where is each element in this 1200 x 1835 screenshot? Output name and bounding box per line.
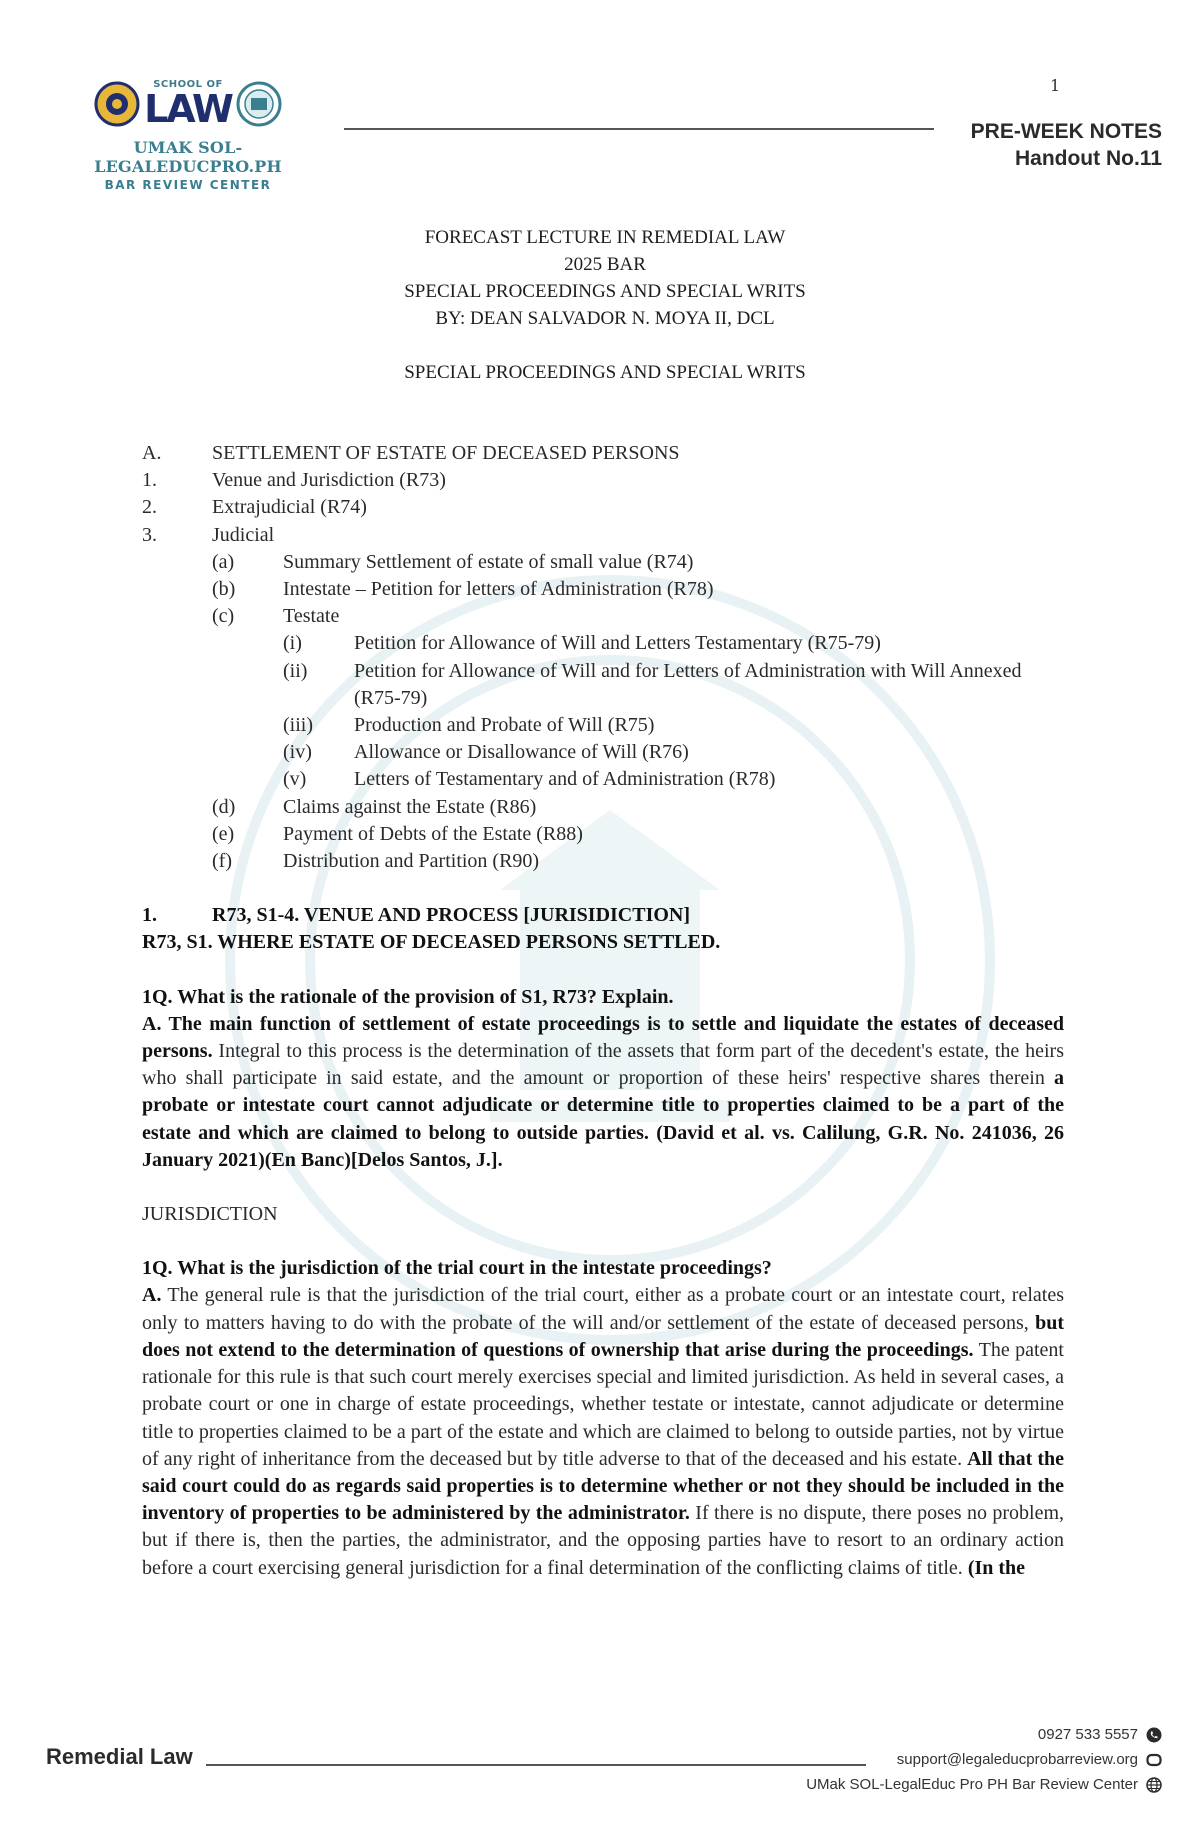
outline-subitem-text: Testate (283, 605, 340, 628)
outline-testate-num: (ii) (283, 659, 308, 682)
school-of-label: SCHOOL OF (153, 79, 223, 90)
outline-testate-item (142, 658, 1064, 712)
spacer (142, 1228, 1064, 1255)
contact-center: UMak SOL-LegalEduc Pro PH Bar Review Center (806, 1776, 1138, 1793)
footer-subject: Remedial Law (46, 1744, 193, 1769)
spacer (142, 957, 1064, 984)
title-line-3: SPECIAL PROCEEDINGS AND SPECIAL WRITS (404, 281, 806, 302)
answer-2 (142, 1282, 1064, 1581)
outline-testate-text: Petition for Allowance of Will and Letters Testamentary (R75-79) (354, 632, 881, 655)
contact-center-row (806, 1772, 1162, 1797)
outline-subitem (142, 821, 1064, 848)
outline-testate-item (142, 630, 1064, 657)
outline-subitem-text: Summary Settlement of estate of small value (R74) (283, 550, 694, 573)
outline-testate-text: Allowance or Disallowance of Will (R76) (354, 741, 689, 764)
answer-2-text-1: The general rule is that the jurisdiction of the trial court, either as a probate court or an intestate court, relates only to matters having to do with the probate of the will and/or settlement of the estate of deceased persons, (142, 1284, 1064, 1334)
header-divider (344, 128, 934, 130)
answer-1-bold-2: a probate or intestate court cannot adjudicate or determine title to properties claimed to be a part of the estate and which are claimed to belong to outside parties. (David et al. vs. Calilung, G.R. No. 241036, 26 January 2021)(En Banc)[Delos Santos, J.]. (142, 1067, 1064, 1171)
outline-subitem (142, 576, 1064, 603)
outline-testate-text: Letters of Testamentary and of Administration (R78) (354, 768, 776, 791)
contact-email-row (806, 1747, 1162, 1772)
answer-2-text-3: If there is no dispute, there poses no problem, but if there is, then the parties, the administrator, and the opposing parties have to resort to an ordinary action before a court exercising general jurisdiction for a final determination of the conflicting claims of title. (142, 1502, 1065, 1579)
handout-number: Handout No.11 (1014, 147, 1162, 170)
umak-seal-icon (94, 81, 140, 127)
outline-testate-item (142, 712, 1064, 739)
answer-2-bold-1: but does not extend to the determination of questions of ownership that arise during the proceedings. (142, 1311, 1064, 1361)
outline-section-row (142, 440, 1064, 467)
outline-testate-item (142, 766, 1064, 793)
jurisdiction-heading: JURISDICTION (142, 1203, 278, 1226)
outline-testate-num: (iii) (283, 714, 313, 737)
question-1: 1Q. What is the rationale of the provision of S1, R73? Explain. (142, 985, 674, 1008)
outline-testate-item (142, 739, 1064, 766)
outline-subitem-text: Intestate – Petition for letters of Administration (R78) (283, 578, 714, 601)
title-line-1: FORECAST LECTURE IN REMEDIAL LAW (424, 227, 786, 248)
outline-subitem (142, 549, 1064, 576)
header-logo (48, 76, 328, 192)
answer-2-bold-3: (In the (967, 1556, 1026, 1579)
contact-phone-row (806, 1722, 1162, 1747)
outline-subitem-num: (c) (212, 605, 235, 628)
pre-week-notes-label: PRE-WEEK NOTES (970, 120, 1162, 143)
section-heading: SPECIAL PROCEEDINGS AND SPECIAL WRITS (404, 362, 806, 383)
outline-testate-text: Petition for Allowance of Will and for Letters of Administration with Will Annexed (R75-79) (354, 659, 1022, 709)
outline-subitem-num: (d) (212, 795, 236, 818)
outline-item-text: Venue and Jurisdiction (R73) (212, 469, 446, 492)
message-icon (1146, 1752, 1162, 1768)
outline-subitem-num: (b) (212, 578, 236, 601)
legaleduc-seal-icon (236, 81, 282, 127)
spacer (142, 875, 1064, 902)
outline-item (142, 494, 1064, 521)
answer-2-label: A. (142, 1284, 162, 1307)
outline-subitem-text: Claims against the Estate (R86) (283, 795, 537, 818)
outline-item-num: 3. (142, 523, 157, 546)
outline-subitem (142, 603, 1064, 630)
answer-2-bold-2: All that the said court could do as regards said properties is to determine whether or not they should be included in the inventory of properties to be administered by the administrator. (142, 1447, 1064, 1525)
outline-subitem (142, 848, 1064, 875)
outline-item (142, 467, 1064, 494)
handout-label (971, 118, 1162, 172)
contact-email: support@legaleducprobarreview.org (896, 1751, 1138, 1768)
answer-1-text: Integral to this process is the determination of the assets that form part of the decedent's estate, the heirs who shall participate in said estate, and the amount or proportion of these heirs' respective shares therein (142, 1040, 1064, 1090)
outline-item-num: 2. (142, 496, 157, 519)
outline-section-letter: A. (142, 442, 162, 464)
law-wordmark: LAW (144, 87, 232, 131)
section-1-title: R73, S1-4. VENUE AND PROCESS [JURISIDICTION] (212, 904, 691, 927)
title-line-2: 2025 BAR (564, 254, 646, 275)
section-1-subheading: R73, S1. WHERE ESTATE OF DECEASED PERSONS SETTLED. (142, 931, 721, 954)
answer-2-text-2: The patent rationale for this rule is that such court merely exercises special and limited jurisdiction. As held in several cases, a probate court or one in charge of estate proceedings, whether testate or intestate, cannot adjudicate or determine title to properties claimed to be a part of the estate and which are claimed to belong to outside parties, not by virtue of any right of inheritance from the deceased but by title adverse to that of the deceased and his estate. (142, 1338, 1064, 1470)
phone-icon (1146, 1727, 1162, 1743)
footer-contacts (806, 1722, 1162, 1797)
contact-phone: 0927 533 5557 (1037, 1726, 1138, 1743)
outline-testate-text: Production and Probate of Will (R75) (354, 714, 655, 737)
spacer (142, 1174, 1064, 1201)
answer-1 (142, 1011, 1064, 1174)
title-block (140, 224, 1070, 386)
center-name: BAR REVIEW CENTER (104, 178, 272, 192)
page-number: 1 (1050, 76, 1061, 95)
outline-testate-num: (v) (283, 768, 307, 791)
globe-icon (1146, 1777, 1162, 1793)
outline-subitem-num: (f) (212, 850, 232, 873)
outline-subitem (142, 794, 1064, 821)
outline-testate-num: (i) (283, 632, 302, 655)
question-2: 1Q. What is the jurisdiction of the trial court in the intestate proceedings? (142, 1257, 772, 1280)
footer-divider (206, 1764, 866, 1766)
outline-subitem-num: (a) (212, 550, 235, 573)
outline-testate-num: (iv) (283, 741, 312, 764)
outline-item (142, 522, 1064, 549)
outline-subitem-num: (e) (212, 822, 235, 845)
title-author: BY: DEAN SALVADOR N. MOYA II, DCL (435, 308, 775, 329)
outline-subitem-text: Distribution and Partition (R90) (283, 850, 540, 873)
outline-item-num: 1. (142, 469, 157, 492)
section-1-heading (142, 902, 1064, 929)
section-1-num: 1. (142, 904, 157, 927)
outline-section-title: SETTLEMENT OF ESTATE OF DECEASED PERSONS (212, 442, 680, 464)
answer-1-bold: A. The main function of settlement of estate proceedings is to settle and liquidate the estates of deceased persons. (142, 1012, 1064, 1063)
document-body (142, 440, 1064, 1582)
outline-item-text: Extrajudicial (R74) (212, 496, 367, 519)
org-name: UMAK SOL-LEGALEDUCPRO.PH (94, 138, 282, 176)
outline-item-text: Judicial (212, 523, 275, 546)
outline-subitem-text: Payment of Debts of the Estate (R88) (283, 822, 583, 845)
